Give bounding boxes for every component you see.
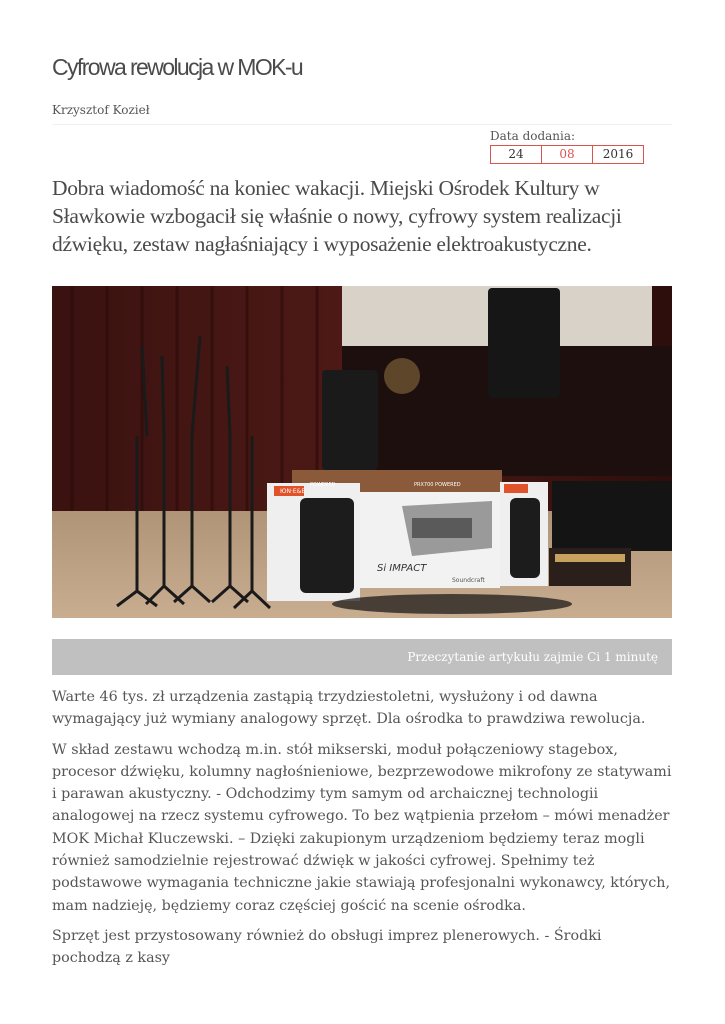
reading-time-bar [52,639,672,675]
paragraph: W skład zestawu wchodzą m.in. stół mikserski, moduł połączeniowy stagebox, procesor dźwięku, kolumny nagłośnieniowe, bezprzewodowe mikrofony ze statywami i parawan akustyczny. - Odchodzimy tym samym od archaicznej technologii analogowej na rzecz systemu cyfrowego. To bez wątpienia przełom – mówi menadżer MOK Michał Kluczewski. – Dzięki zakupionym urządzeniom będziemy teraz mogli również samodzielnie rejestrować dźwięk w jakości cyfrowej. Spełnimy też podstawowe wymagania techniczne jakie stawiają profesjonalni wykonawcy, których, mam nadzieję, będziemy coraz częściej gościć na scenie ośrodka. [52,741,672,914]
paragraph: Sprzęt jest przystosowany również do obsługi imprez plenerowych. - Środki pochodzą z kasy [52,927,602,967]
mixer-brand: Si IMPACT [377,563,427,574]
date-day: 24 [508,147,524,161]
photo-scene [52,286,672,618]
article-body [52,686,673,978]
paragraph: Warte 46 tys. zł urządzenia zastąpią trzydziestoletni, wysłużony i od dawna wymagający już wymiany analogowy sprzęt. Dla ośrodka to prawdziwa rewolucja. [52,689,646,728]
date-box [490,145,644,164]
case-label-2: PRX700 POWERED [414,482,461,488]
case-label: POWERED [310,482,336,488]
date-year: 2016 [592,146,643,163]
article-photo [52,286,672,618]
divider [52,124,672,125]
article-title: Cyfrowa rewolucja w MOK-u [52,54,303,80]
box-brand-left: ЮN·E&E [280,488,306,495]
mixer-maker: Soundcraft [452,577,485,584]
article-author[interactable]: Krzysztof Kozieł [52,103,150,117]
date-label: Data dodania: [490,129,576,143]
article-lead: Dobra wiadomość na koniec wakacji. Miejski Ośrodek Kultury w Sławkowie wzbogacił się właśnie o nowy, cyfrowy system realizacji dźwięku, zestaw nagłaśniający i wyposażenie elektroakustyczne. [52,176,622,256]
reading-time-text: Przeczytanie artykułu zajmie Ci 1 minutę [407,650,658,664]
date-month: 08 [541,146,592,163]
